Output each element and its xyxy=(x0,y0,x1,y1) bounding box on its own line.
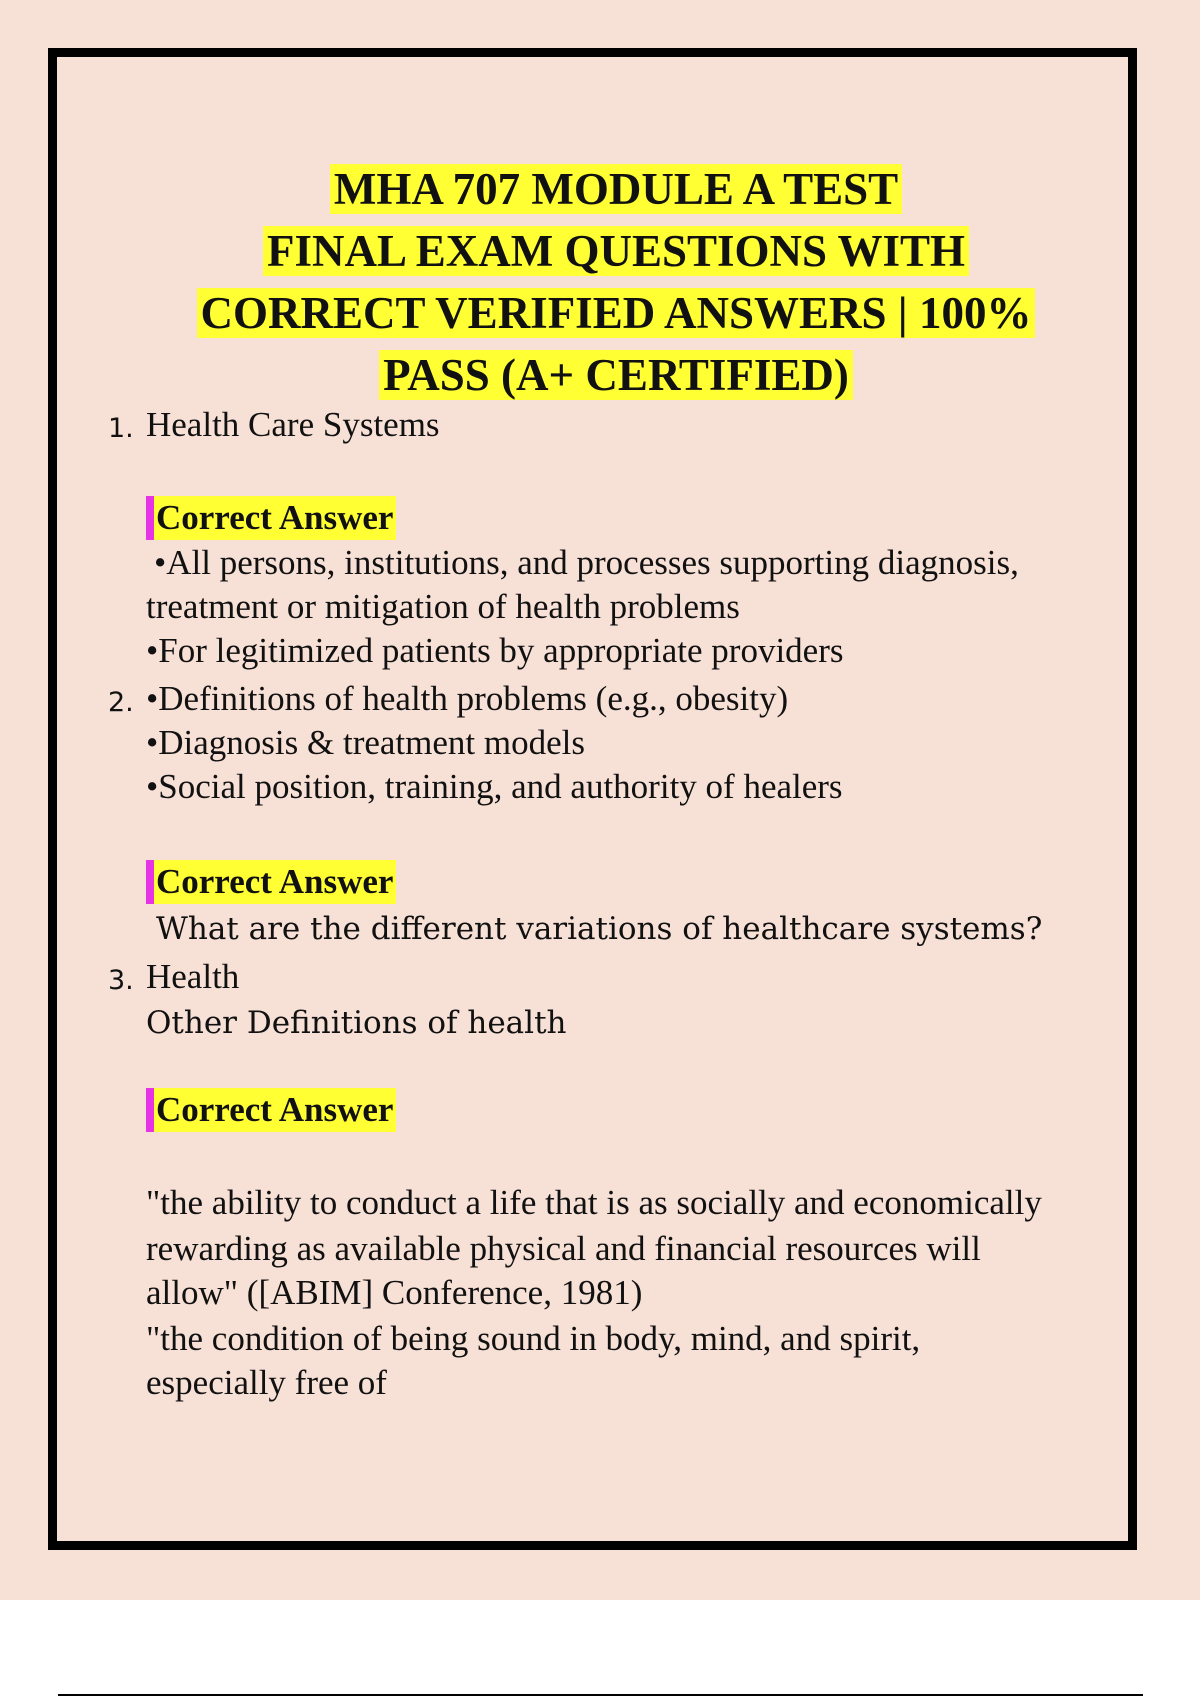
answer-marker-icon xyxy=(146,496,154,540)
correct-answer-label-2: Correct Answer xyxy=(146,860,396,904)
answer-1-line-1: •All persons, institutions, and processes supporting diagnosis, xyxy=(154,543,1019,582)
answer-3-line-1: "the ability to conduct a life that is as socially and economically xyxy=(146,1183,1042,1222)
answer-3-line-4: "the condition of being sound in body, mind, and spirit, xyxy=(146,1319,921,1358)
item-number-1: 1. xyxy=(108,413,134,444)
question-2-line-1: •Definitions of health problems (e.g., obesity) xyxy=(146,679,789,718)
title-line-3: CORRECT VERIFIED ANSWERS | 100% xyxy=(197,288,1036,338)
question-3-line-1: Health xyxy=(146,957,240,996)
answer-3-line-3: allow" ([ABIM] Conference, 1981) xyxy=(146,1273,643,1312)
title-line-2: FINAL EXAM QUESTIONS WITH xyxy=(263,226,969,276)
title-line-4: PASS (A+ CERTIFIED) xyxy=(379,350,853,400)
answer-1-line-2: treatment or mitigation of health problems xyxy=(146,587,740,626)
footer-divider xyxy=(58,1694,1143,1696)
answer-3-line-5: especially free of xyxy=(146,1363,387,1402)
answer-marker-icon xyxy=(146,1088,154,1132)
answer-1-line-3: •For legitimized patients by appropriate providers xyxy=(146,631,844,670)
question-2-line-3: •Social position, training, and authority of healers xyxy=(146,767,843,806)
answer-marker-icon xyxy=(146,860,154,904)
answer-3-line-2: rewarding as available physical and financial resources will xyxy=(146,1229,981,1268)
title-line-1: MHA 707 MODULE A TEST xyxy=(330,164,902,214)
correct-answer-label-3: Correct Answer xyxy=(146,1088,396,1132)
document-title xyxy=(110,158,1122,406)
question-3-line-2: Other Definitions of health xyxy=(146,1005,567,1041)
question-2-line-2: •Diagnosis & treatment models xyxy=(146,723,585,762)
answer-2-line-1: What are the different variations of healthcare systems? xyxy=(156,911,1043,947)
question-1: Health Care Systems xyxy=(146,405,440,444)
correct-answer-label-1: Correct Answer xyxy=(146,496,396,540)
item-number-3: 3. xyxy=(108,965,134,996)
item-number-2: 2. xyxy=(108,687,134,718)
